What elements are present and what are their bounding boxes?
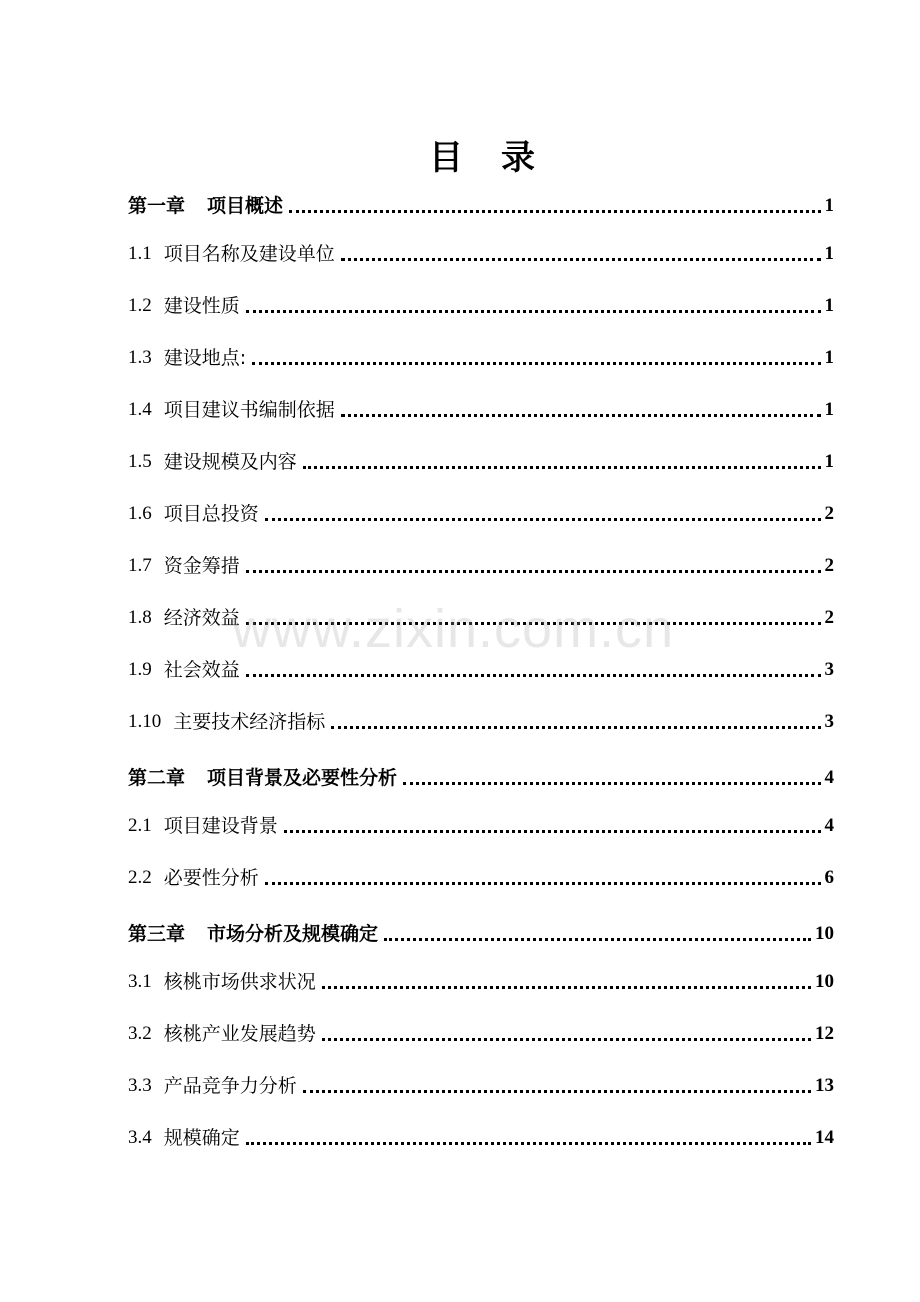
dot-leader bbox=[384, 938, 811, 941]
entry-title: 经济效益 bbox=[163, 607, 240, 629]
section-number: 1.8 bbox=[128, 607, 152, 628]
toc-section-entry[interactable] bbox=[128, 548, 834, 580]
page-number: 1 bbox=[824, 399, 834, 420]
toc-section-entry[interactable] bbox=[128, 340, 834, 372]
page-number: 13 bbox=[815, 1075, 834, 1096]
section-number: 1.9 bbox=[128, 659, 152, 680]
section-number: 1.4 bbox=[128, 399, 152, 420]
section-number: 2.1 bbox=[128, 815, 152, 836]
page-number: 10 bbox=[815, 971, 834, 992]
dot-leader bbox=[265, 518, 821, 521]
page-number: 2 bbox=[824, 555, 834, 576]
section-number: 2.2 bbox=[128, 867, 152, 888]
toc-section-entry[interactable] bbox=[128, 652, 834, 684]
section-number: 1.2 bbox=[128, 295, 152, 316]
dot-leader bbox=[341, 414, 821, 417]
dot-leader bbox=[322, 1038, 811, 1041]
page-number: 2 bbox=[824, 503, 834, 524]
toc-section-entry[interactable] bbox=[128, 704, 834, 736]
toc-section-entry[interactable] bbox=[128, 600, 834, 632]
entry-title: 项目总投资 bbox=[163, 503, 259, 525]
page-number: 4 bbox=[824, 815, 834, 836]
page-number: 2 bbox=[824, 607, 834, 628]
entry-title: 主要技术经济指标 bbox=[173, 711, 326, 733]
page-number: 10 bbox=[815, 923, 834, 944]
page-number: 1 bbox=[824, 347, 834, 368]
dot-leader bbox=[252, 362, 820, 365]
page-number: 1 bbox=[824, 195, 834, 216]
toc-section-entry[interactable] bbox=[128, 392, 834, 424]
section-number: 1.10 bbox=[128, 711, 162, 732]
entry-title: 市场分析及规模确定 bbox=[207, 923, 379, 945]
entry-title: 核桃市场供求状况 bbox=[163, 971, 316, 993]
entry-title: 建设性质 bbox=[163, 295, 240, 317]
dot-leader bbox=[246, 310, 821, 313]
toc-chapter-entry[interactable] bbox=[128, 760, 834, 792]
page-number: 1 bbox=[824, 451, 834, 472]
page-number: 3 bbox=[824, 711, 834, 732]
page-number: 1 bbox=[824, 295, 834, 316]
toc-section-entry[interactable] bbox=[128, 444, 834, 476]
section-number: 1.1 bbox=[128, 243, 152, 264]
toc-section-entry[interactable] bbox=[128, 964, 834, 996]
dot-leader bbox=[341, 258, 821, 261]
dot-leader bbox=[403, 782, 820, 785]
toc-section-entry[interactable] bbox=[128, 1120, 834, 1152]
dot-leader bbox=[303, 1090, 811, 1093]
dot-leader bbox=[289, 210, 820, 213]
entry-title: 项目建设背景 bbox=[163, 815, 278, 837]
dot-leader bbox=[303, 466, 821, 469]
chapter-label: 第二章 bbox=[128, 767, 186, 789]
toc-chapter-entry[interactable] bbox=[128, 188, 834, 220]
entry-title: 项目建议书编制依据 bbox=[163, 399, 335, 421]
page-title bbox=[0, 134, 920, 182]
toc-section-entry[interactable] bbox=[128, 288, 834, 320]
section-number: 1.7 bbox=[128, 555, 152, 576]
entry-title: 建设地点: bbox=[163, 347, 247, 369]
page-number: 3 bbox=[824, 659, 834, 680]
toc-section-entry[interactable] bbox=[128, 496, 834, 528]
section-number: 3.4 bbox=[128, 1127, 152, 1148]
section-number: 3.1 bbox=[128, 971, 152, 992]
entry-title: 社会效益 bbox=[163, 659, 240, 681]
entry-title: 项目名称及建设单位 bbox=[163, 243, 335, 265]
section-number: 3.2 bbox=[128, 1023, 152, 1044]
entry-title: 必要性分析 bbox=[163, 867, 259, 889]
dot-leader bbox=[246, 570, 821, 573]
toc-section-entry[interactable] bbox=[128, 236, 834, 268]
toc-chapter-entry[interactable] bbox=[128, 916, 834, 948]
title-char-1: 目 bbox=[429, 138, 463, 178]
entry-title: 规模确定 bbox=[163, 1127, 240, 1149]
toc-section-entry[interactable] bbox=[128, 860, 834, 892]
dot-leader bbox=[246, 674, 821, 677]
entry-title: 产品竞争力分析 bbox=[163, 1075, 297, 1097]
dot-leader bbox=[322, 986, 811, 989]
toc-section-entry[interactable] bbox=[128, 808, 834, 840]
dot-leader bbox=[246, 1142, 811, 1145]
dot-leader bbox=[265, 882, 821, 885]
entry-title: 资金筹措 bbox=[163, 555, 240, 577]
dot-leader bbox=[331, 726, 820, 729]
toc-section-entry[interactable] bbox=[128, 1016, 834, 1048]
section-number: 1.5 bbox=[128, 451, 152, 472]
chapter-label: 第三章 bbox=[128, 923, 186, 945]
watermark: www.zixin.com.cn bbox=[232, 599, 675, 659]
section-number: 1.3 bbox=[128, 347, 152, 368]
toc-section-entry[interactable] bbox=[128, 1068, 834, 1100]
entry-title: 建设规模及内容 bbox=[163, 451, 297, 473]
title-char-2: 录 bbox=[501, 138, 535, 178]
dot-leader bbox=[246, 622, 821, 625]
chapter-label: 第一章 bbox=[128, 195, 186, 217]
section-number: 1.6 bbox=[128, 503, 152, 524]
dot-leader bbox=[284, 830, 821, 833]
section-number: 3.3 bbox=[128, 1075, 152, 1096]
entry-title: 项目概述 bbox=[207, 195, 284, 217]
page-number: 1 bbox=[824, 243, 834, 264]
entry-title: 核桃产业发展趋势 bbox=[163, 1023, 316, 1045]
page-number: 14 bbox=[815, 1127, 834, 1148]
page-number: 12 bbox=[815, 1023, 834, 1044]
entry-title: 项目背景及必要性分析 bbox=[207, 767, 398, 789]
page-number: 4 bbox=[824, 767, 834, 788]
page-number: 6 bbox=[824, 867, 834, 888]
